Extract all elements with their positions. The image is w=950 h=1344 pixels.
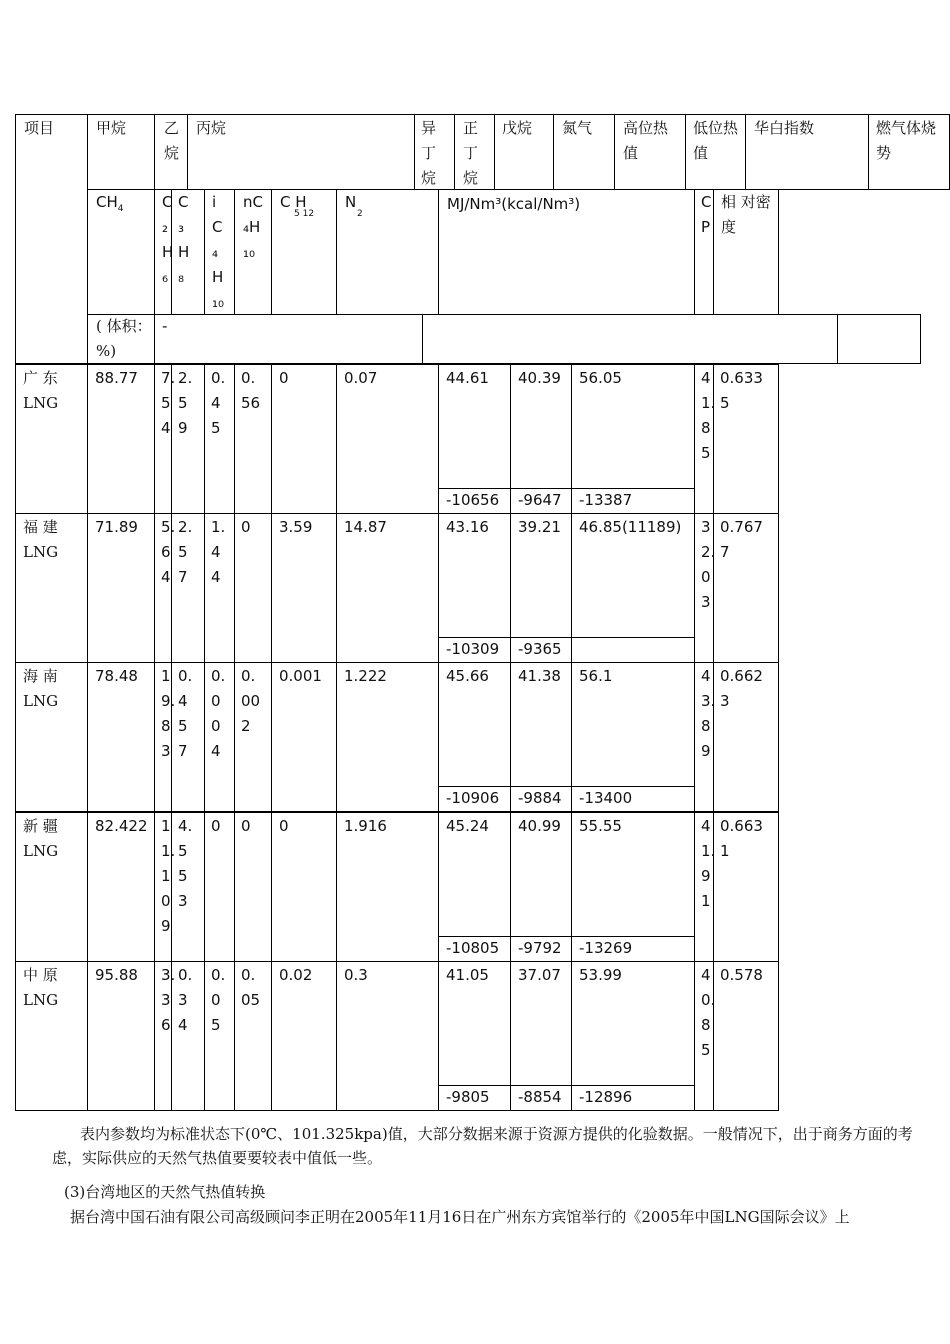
value-nc4: 0: [241, 518, 251, 536]
value-n2: 0.07: [344, 369, 378, 387]
header-nitrogen: 氮气: [562, 119, 593, 137]
value-rd: 0.6335: [720, 369, 763, 412]
value-ch4: 78.48: [95, 667, 138, 685]
value-name: 广 东 LNG: [23, 369, 63, 412]
header-volume-unit: ( 体积：%): [96, 317, 152, 360]
value-lhv: 40.99: [518, 817, 561, 835]
header-nbutane: 正丁烷: [463, 119, 479, 187]
value-wobbe: 53.99: [579, 966, 622, 984]
value-nc4: 0: [241, 817, 251, 835]
value-wobbe_kcal: -13269: [579, 939, 633, 957]
value-wobbe_kcal: -12896: [579, 1088, 633, 1106]
value-c2h6: 11.109: [161, 817, 176, 935]
value-c5: 3.59: [279, 518, 313, 536]
value-cp: 41.85: [701, 369, 716, 462]
value-rd: 0.578: [720, 966, 763, 984]
value-c2h6: 3.36: [161, 966, 176, 1034]
value-wobbe: 46.85(11189): [579, 518, 682, 536]
header-ch4: $CH_4$: [96, 193, 124, 214]
header-pentane: 戊烷: [502, 119, 533, 137]
value-name: 新 疆 LNG: [23, 817, 63, 860]
value-lhv: 40.39: [518, 369, 561, 387]
value-hhv_kcal: -9805: [446, 1088, 490, 1106]
header-combustion: 燃气体烧势: [876, 119, 937, 162]
value-cp: 43.89: [701, 667, 716, 760]
header-lhv: 低位热值: [693, 119, 739, 162]
value-c5: 0: [279, 817, 289, 835]
value-hhv_kcal: -10309: [446, 640, 500, 658]
value-wobbe: 55.55: [579, 817, 622, 835]
value-n2: 14.87: [344, 518, 387, 536]
value-nc4: 0.05: [241, 966, 261, 1009]
value-c3h8: 0.34: [178, 966, 193, 1034]
value-nc4: 0.002: [241, 667, 261, 735]
value-name: 海 南 LNG: [23, 667, 63, 710]
value-cp: 32.03: [701, 518, 716, 611]
header-cell-blank1: [422, 314, 838, 364]
value-hhv_kcal: -10906: [446, 789, 500, 807]
value-ch4: 71.89: [95, 518, 138, 536]
header-cell-dash: [154, 314, 423, 364]
value-lhv_kcal: -9884: [518, 789, 562, 807]
value-rd: 0.7677: [720, 518, 763, 561]
value-c2h6: 7.54: [161, 369, 176, 437]
value-cp: 40.85: [701, 966, 716, 1059]
header-dash: -: [162, 317, 168, 335]
value-lhv: 39.21: [518, 518, 561, 536]
cell-wobbe_kcal: [571, 637, 695, 663]
value-lhv: 37.07: [518, 966, 561, 984]
header-item: 项目: [24, 119, 55, 137]
value-rd: 0.6631: [720, 817, 763, 860]
header-propane: 丙烷: [196, 119, 227, 137]
header-methane: 甲烷: [96, 119, 127, 137]
value-hhv_kcal: -10805: [446, 939, 500, 957]
value-ch4: 82.422: [95, 817, 148, 835]
value-name: 福 建 LNG: [23, 518, 63, 561]
value-hhv: 44.61: [446, 369, 489, 387]
value-c5: 0.02: [279, 966, 313, 984]
header-nc4h10: nC₄H₁₀: [243, 193, 263, 261]
value-hhv_kcal: -10656: [446, 491, 500, 509]
value-lhv_kcal: -9647: [518, 491, 562, 509]
value-lhv_kcal: -9365: [518, 640, 562, 658]
value-rd: 0.6623: [720, 667, 763, 710]
value-hhv: 41.05: [446, 966, 489, 984]
header-hhv: 高位热值: [623, 119, 669, 162]
value-lhv: 41.38: [518, 667, 561, 685]
value-c5: 0.001: [279, 667, 322, 685]
value-wobbe: 56.05: [579, 369, 622, 387]
value-c2h6: 19.83: [161, 667, 176, 760]
header-ethane: 乙烷: [164, 119, 180, 162]
value-cp: 41.91: [701, 817, 716, 910]
header-unit: MJ/Nm³(kcal/Nm³): [447, 195, 581, 213]
value-c3h8: 0.457: [178, 667, 193, 760]
value-wobbe_kcal: -13400: [579, 789, 633, 807]
header-c3h8: C₃H₈: [178, 193, 190, 286]
value-c3h8: 2.59: [178, 369, 193, 437]
value-nc4: 0.56: [241, 369, 261, 412]
value-n2: 1.222: [344, 667, 387, 685]
value-ic4: 1.44: [211, 518, 226, 586]
value-hhv: 45.66: [446, 667, 489, 685]
header-ic4h10: iC₄H₁₀: [212, 193, 225, 311]
value-wobbe_kcal: -13387: [579, 491, 633, 509]
header-c5h12: C H $^{5 12}$: [280, 193, 315, 219]
value-hhv: 45.24: [446, 817, 489, 835]
value-ic4: 0: [211, 817, 221, 835]
header-isobutane: 异丁烷: [421, 119, 437, 187]
value-lhv_kcal: -9792: [518, 939, 562, 957]
value-n2: 0.3: [344, 966, 368, 984]
section-title: (3)台湾地区的天然气热值转换: [64, 1183, 266, 1201]
header-cp: CP: [701, 193, 712, 236]
value-ic4: 0.45: [211, 369, 226, 437]
value-ic4: 0.05: [211, 966, 226, 1034]
value-ch4: 88.77: [95, 369, 138, 387]
value-n2: 1.916: [344, 817, 387, 835]
header-cell-item: [15, 114, 88, 364]
value-ic4: 0.004: [211, 667, 226, 760]
value-hhv: 43.16: [446, 518, 489, 536]
value-ch4: 95.88: [95, 966, 138, 984]
header-c2h6: C₂H₆: [162, 193, 174, 286]
header-relative-density: 相 对密度: [721, 193, 771, 236]
value-c3h8: 2.57: [178, 518, 193, 586]
value-c2h6: 5.64: [161, 518, 176, 586]
value-c3h8: 4.553: [178, 817, 193, 910]
value-c5: 0: [279, 369, 289, 387]
header-cell-blank2: [837, 314, 921, 364]
table-note: 表内参数均为标准状态下(0℃、101.325kpa)值，大部分数据来源于资源方提供的化验数据。一般情况下，出于商务方面的考虑，实际供应的天然气热值要要较表中值低一些。: [52, 1125, 913, 1167]
value-name: 中 原 LNG: [23, 966, 63, 1009]
value-wobbe: 56.1: [579, 667, 613, 685]
header-wobbe: 华白指数: [754, 119, 815, 137]
header-n2: N $^2$: [345, 193, 363, 219]
value-lhv_kcal: -8854: [518, 1088, 562, 1106]
body-line: 据台湾中国石油有限公司高级顾问李正明在2005年11月16日在广州东方宾馆举行的《2005年中国LNG国际会议》上: [70, 1208, 850, 1226]
